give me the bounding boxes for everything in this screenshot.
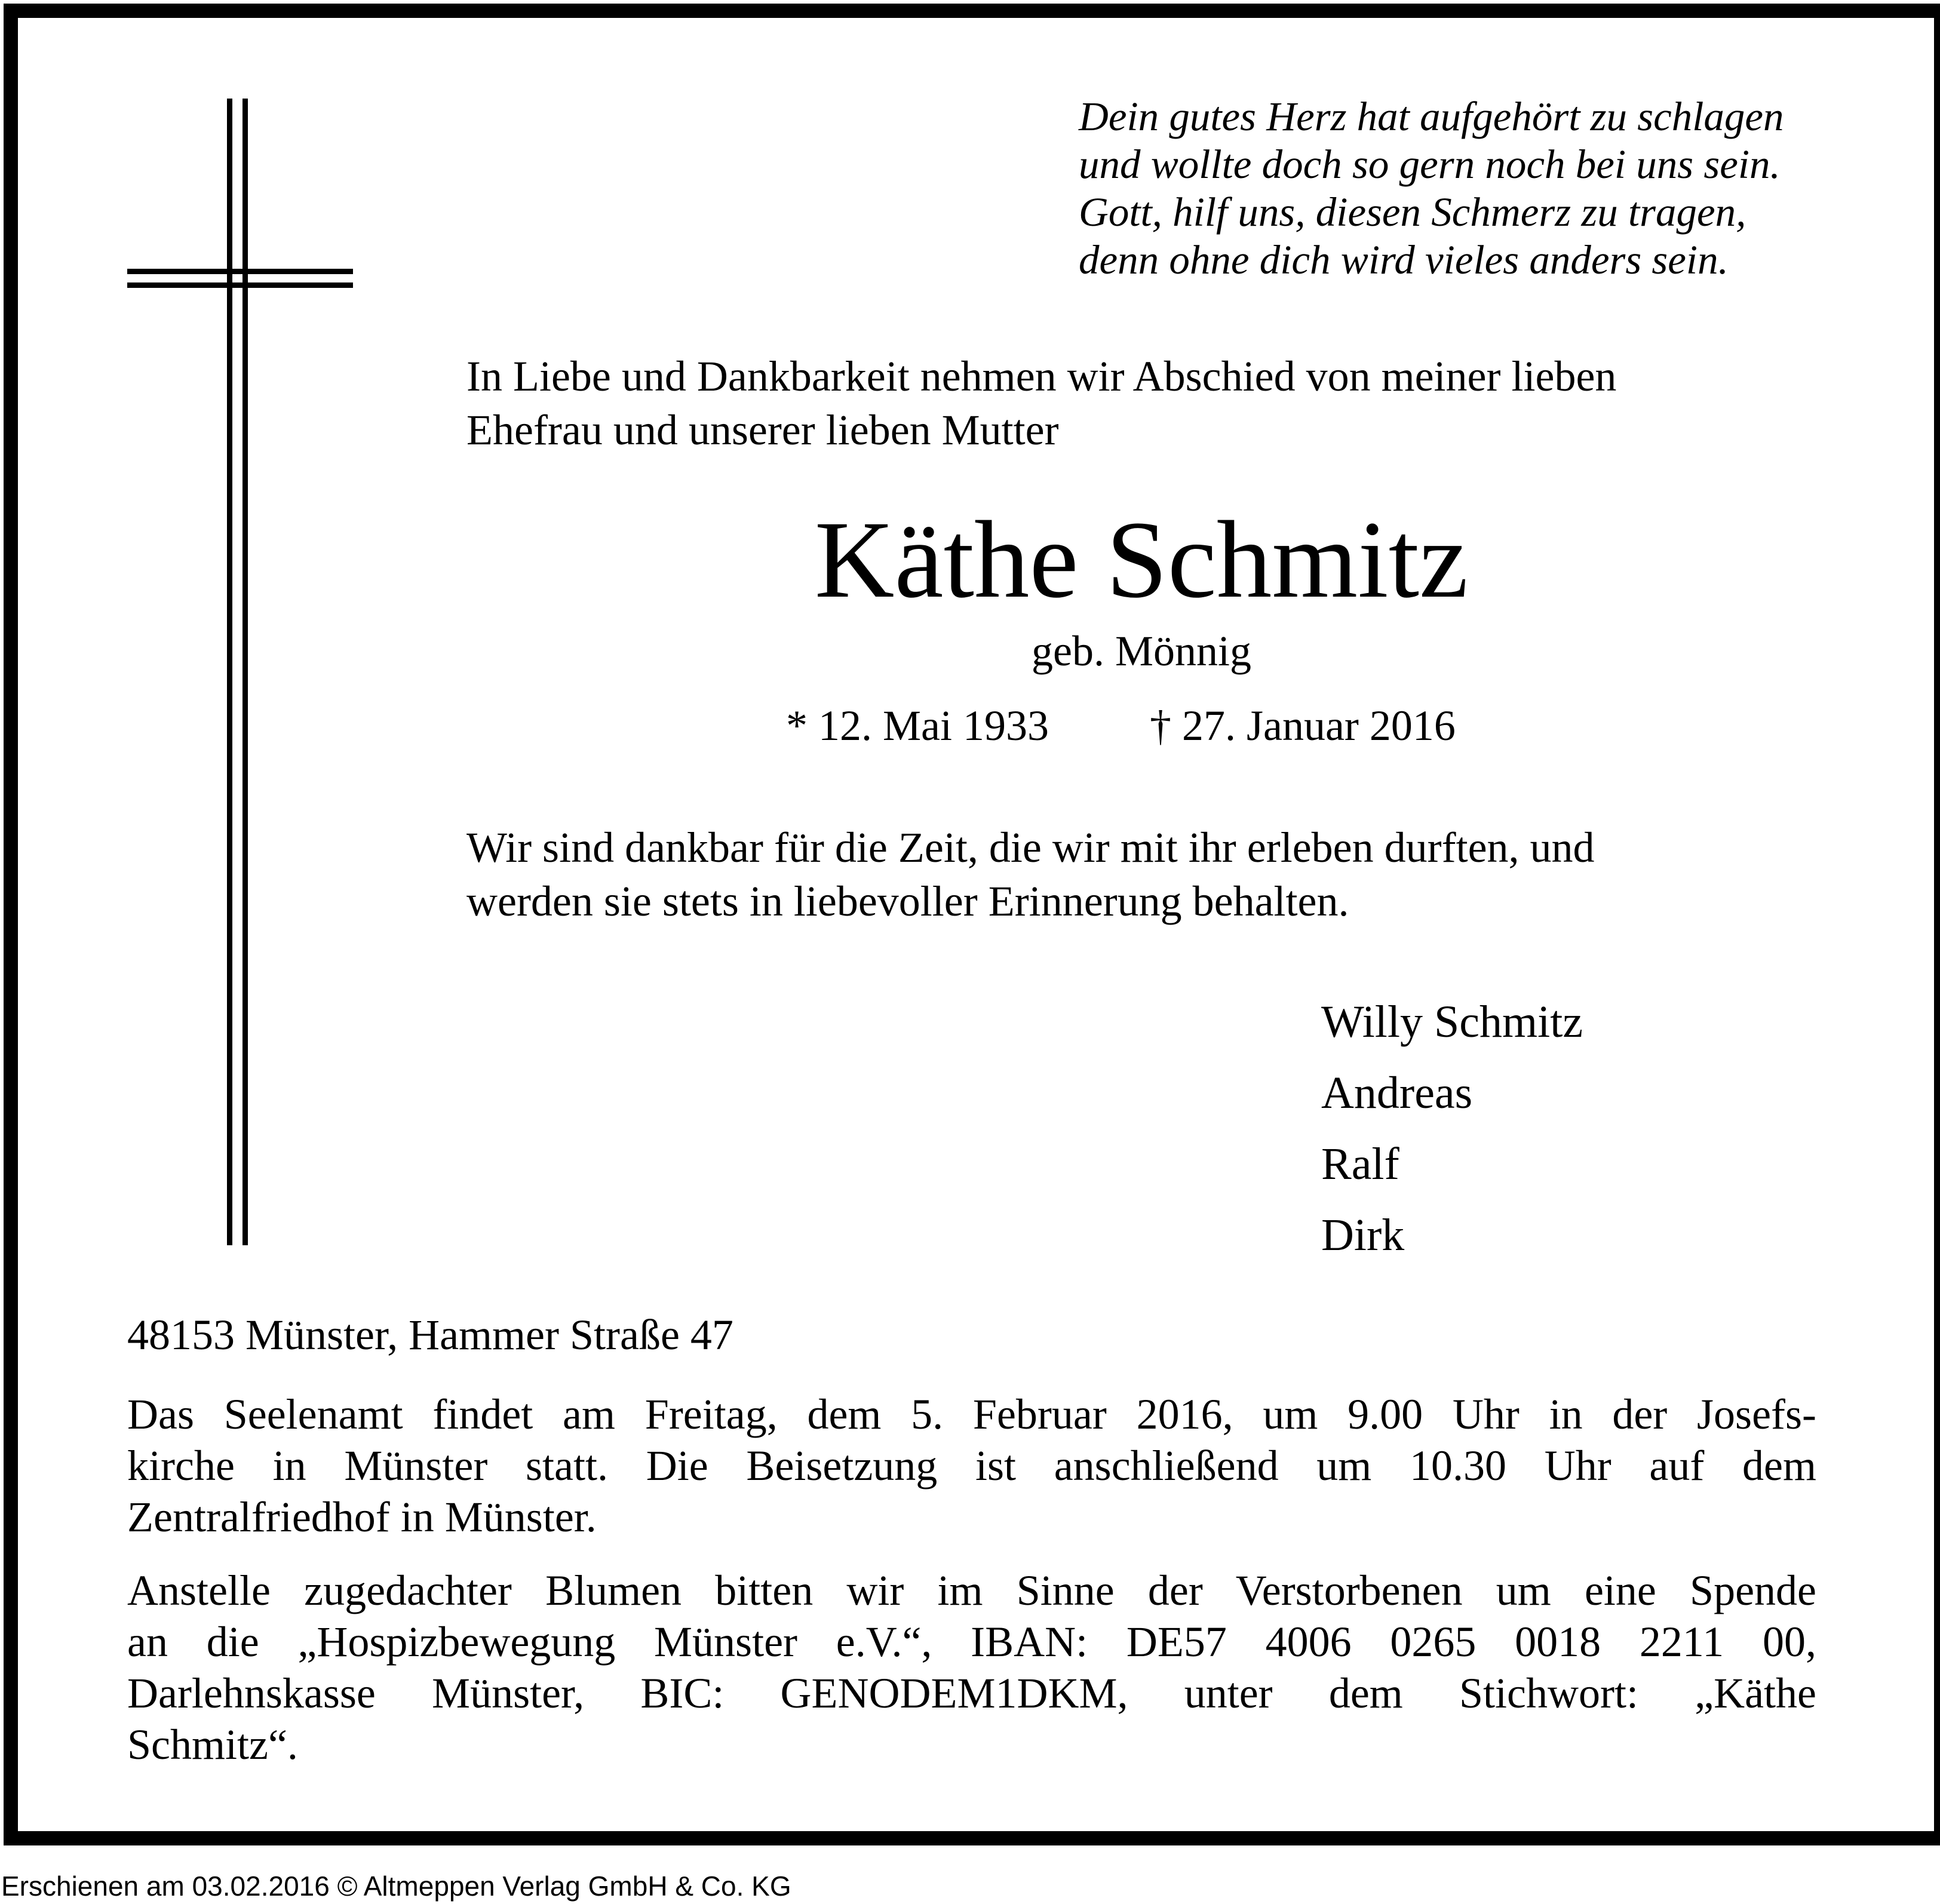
gratitude-line: werden sie stets in liebevoller Erinnerung behalten. (466, 877, 1349, 925)
donation-line: Schmitz“. (127, 1721, 298, 1768)
intro-line: Ehefrau und unserer lieben Mutter (466, 406, 1059, 454)
memorial-poem (1079, 93, 1855, 284)
mourner-name: Ralf (1321, 1139, 1399, 1189)
maiden-name: geb. Mönnig (1032, 627, 1251, 675)
gratitude-line: Wir sind dankbar für die Zeit, die wir mit ihr erleben durften, und (466, 824, 1595, 871)
donation-line: an die „Hospizbewegung Münster e.V.“, IBAN: DE57 4006 0265 0018 2211 00, (127, 1618, 1816, 1666)
intro-line: In Liebe und Dankbarkeit nehmen wir Abschied von meiner lieben (466, 352, 1617, 400)
poem-line: denn ohne dich wird vieles anders sein. (1079, 237, 1729, 282)
intro-text (466, 349, 1816, 457)
donation-line: Anstelle zugedachter Blumen bitten wir im Sinne der Verstorbenen um eine Spende (127, 1567, 1816, 1614)
donation-line: Darlehnskasse Münster, BIC: GENODEM1DKM, unter dem Stichwort: „Käthe (127, 1669, 1816, 1717)
family-address: 48153 Münster, Hammer Straße 47 (127, 1311, 733, 1359)
deceased-name: Käthe Schmitz (814, 499, 1469, 621)
death-date: † 27. Januar 2016 (1150, 702, 1456, 750)
mourner-name: Andreas (1321, 1068, 1473, 1118)
service-line: Das Seelenamt findet am Freitag, dem 5. Februar 2016, um 9.00 Uhr in der Josefs- (127, 1390, 1816, 1438)
funeral-service-info (127, 1389, 1816, 1543)
mourner-name: Willy Schmitz (1321, 997, 1583, 1047)
gratitude-text (466, 821, 1816, 928)
publication-footer: Erschienen am 03.02.2016 © Altmeppen Verlag GmbH & Co. KG (1, 1871, 791, 1902)
service-line: kirche in Münster statt. Die Beisetzung ist anschließend um 10.30 Uhr auf dem (127, 1442, 1816, 1490)
mourner-name: Dirk (1321, 1210, 1405, 1260)
poem-line: Gott, hilf uns, diesen Schmerz zu tragen, (1079, 189, 1746, 235)
birth-date: * 12. Mai 1933 (786, 702, 1049, 750)
poem-line: und wollte doch so gern noch bei uns sein. (1079, 142, 1781, 187)
service-line: Zentralfriedhof in Münster. (127, 1493, 597, 1541)
poem-line: Dein gutes Herz hat aufgehört zu schlagen (1079, 94, 1784, 139)
donation-info (127, 1565, 1816, 1770)
mourners-list (1321, 987, 1583, 1271)
